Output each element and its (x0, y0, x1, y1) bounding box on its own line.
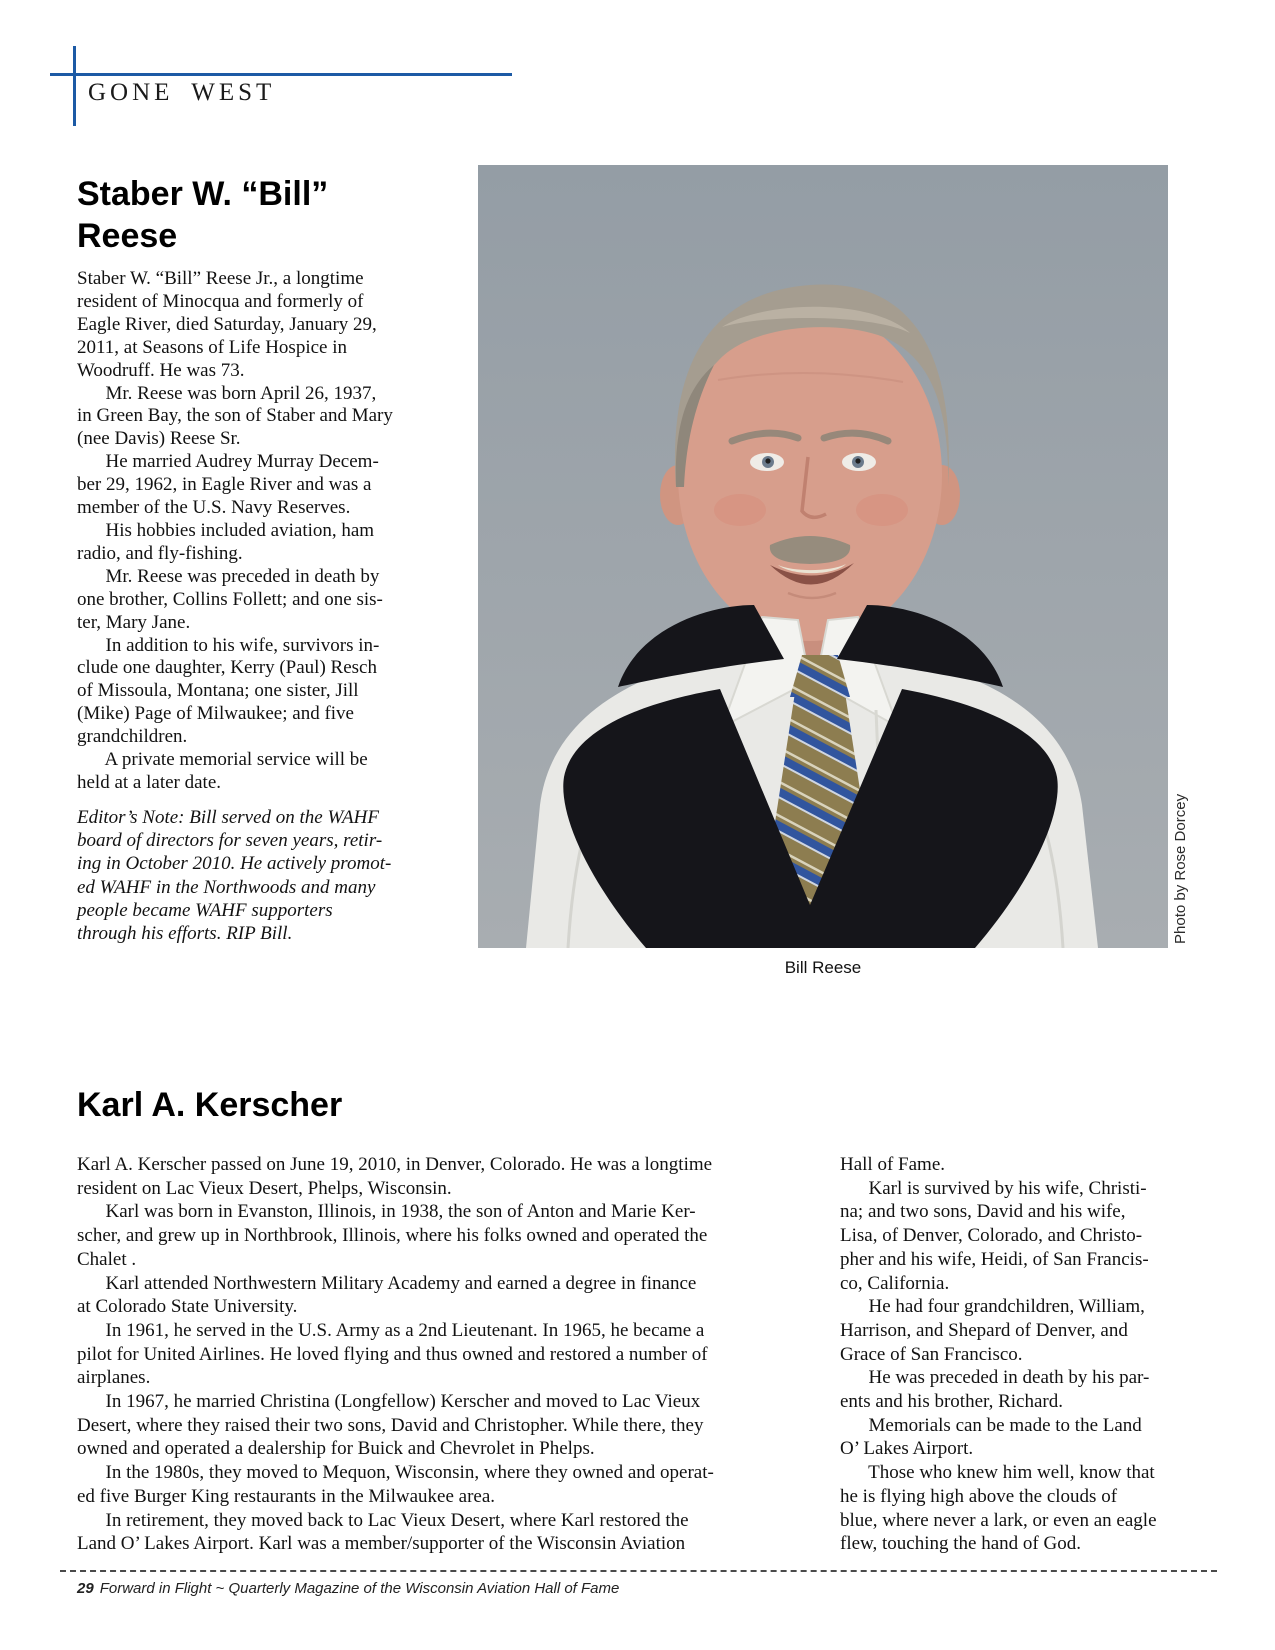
article1-body: Staber W. “Bill” Reese Jr., a longtime resident of Minocqua and formerly of Eagle River, died Saturday, January 29, 2011, at Seasons of Life Hospice in Woodruff. He was 73. Mr. Reese was born April 26, 1937, in Green Bay, the son of Staber and Mary (nee Davis) Reese Sr. He married Audrey Murray Decem- ber 29, 1962, in Eagle River and was a member of the U.S. Navy Reserves. His hobbies included aviation, ham radio, and fly-fishing. Mr. Reese was preceded in death by one brother, Collins Follett; and one sis- ter, Mary Jane. In addition to his wife, survivors in- clude one daughter, Kerry (Paul) Resch of Missoula, Montana; one sister, Jill (Mike) Page of Milwaukee; and five grandchildren. A private memorial service will be held at a later date. (77, 268, 393, 793)
footer-magazine-line: Forward in Flight ~ Quarterly Magazine of the Wisconsin Aviation Hall of Fame (99, 1580, 620, 1597)
article1-title: Staber W. “Bill” Reese (77, 175, 329, 255)
photo-credit: Photo by Rose Dorcey (1172, 793, 1189, 944)
portrait-illustration (478, 165, 1168, 948)
article2-title: Karl A. Kerscher (77, 1086, 343, 1124)
footer (77, 1580, 977, 1597)
portrait-photo (478, 165, 1168, 948)
page-number: 29 (77, 1580, 94, 1597)
article1-editors-note: Editor’s Note: Bill served on the WAHF board of directors for seven years, retir- ing in October 2010. He actively promot- ed WAHF in the Northwoods and many people became WAHF supporters through his efforts. RIP Bill. (77, 807, 392, 945)
section-label: GONE WEST (88, 79, 276, 106)
article2-column2: Hall of Fame. Karl is survived by his wife, Christi- na; and two sons, David and his wife, Lisa, of Denver, Colorado, and Christo- pher and his wife, Heidi, of San Francis- co, California. He had four grandchildren, William, Harrison, and Shepard of Denver, and Grace of San Francisco. He was preceded in death by his par- ents and his brother, Richard. Memorials can be made to the Land O’ Lakes Airport. Those who knew him well, know that he is flying high above the clouds of blue, where never a lark, or even an eagle flew, touching the hand of God. (840, 1154, 1157, 1555)
header-vertical-rule (73, 46, 76, 126)
header-horizontal-rule (50, 73, 512, 76)
photo-caption: Bill Reese (784, 958, 862, 977)
article2-column1: Karl A. Kerscher passed on June 19, 2010, in Denver, Colorado. He was a longtime resident on Lac Vieux Desert, Phelps, Wisconsin. Karl was born in Evanston, Illinois, in 1938, the son of Anton and Marie Ker- scher, and grew up in Northbrook, Illinois, where his folks owned and operated the Chalet . Karl attended Northwestern Military Academy and earned a degree in finance at Colorado State University. In 1961, he served in the U.S. Army as a 2nd Lieutenant. In 1965, he became a pilot for United Airlines. He loved flying and thus owned and restored a number of airplanes. In 1967, he married Christina (Longfellow) Kerscher and moved to Lac Vieux Desert, where they raised their two sons, David and Christopher. While there, they owned and operated a dealership for Buick and Chevrolet in Phelps. In the 1980s, they moved to Mequon, Wisconsin, where they owned and operat- ed five Burger King restaurants in the Milwaukee area. In retirement, they moved back to Lac Vieux Desert, where Karl restored the Land O’ Lakes Airport. Karl was a member/supporter of the Wisconsin Aviation (77, 1154, 714, 1555)
footer-dashed-rule (60, 1570, 1217, 1572)
